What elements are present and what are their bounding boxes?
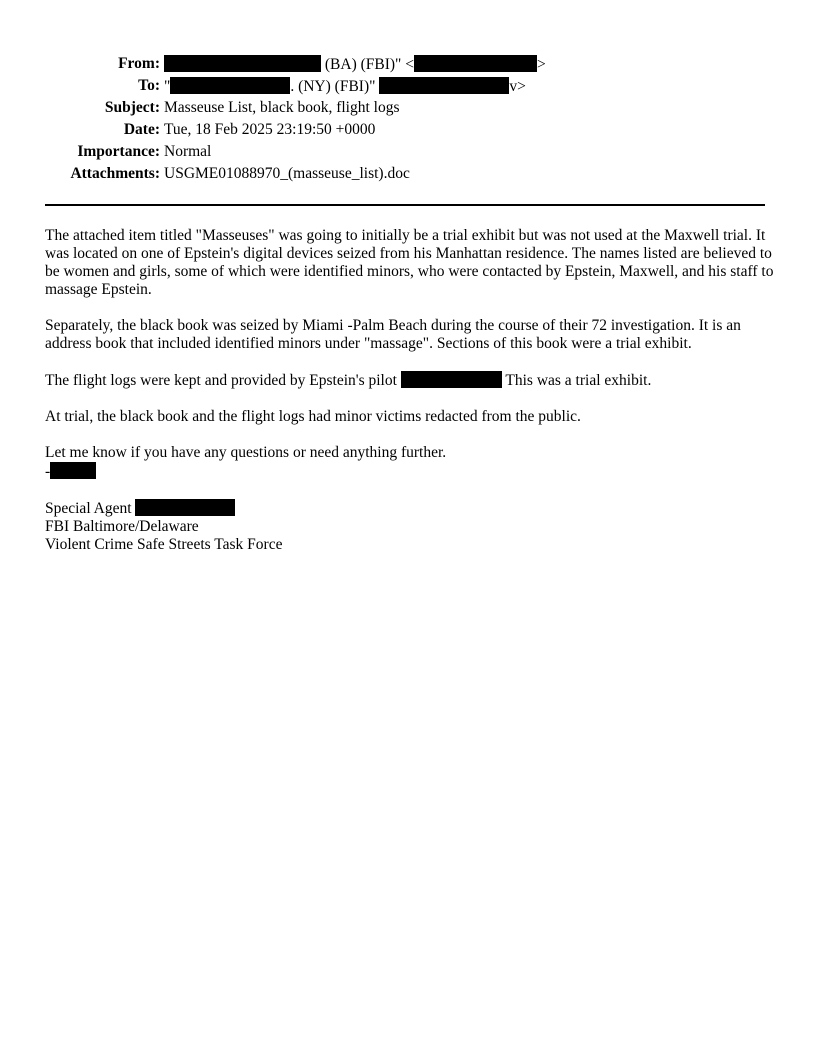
closing	[45, 444, 775, 481]
from-row	[45, 53, 765, 75]
subject-row	[45, 97, 765, 119]
redaction-box	[170, 77, 290, 94]
to-label: To:	[138, 77, 160, 94]
dash: -	[45, 463, 51, 480]
to-text-mid: . (NY) (FBI)"	[290, 77, 376, 95]
redaction-box	[401, 371, 502, 388]
closing-line: Let me know if you have any questions or need anything further.	[45, 444, 447, 461]
body-paragraph: At trial, the black book and the flight logs had minor victims redacted from the public.	[45, 408, 581, 425]
signature-unit: Violent Crime Safe Streets Task Force	[45, 536, 283, 553]
subject-label: Subject:	[104, 99, 160, 116]
body-paragraph	[45, 371, 775, 390]
redaction-box	[379, 77, 509, 94]
attachments-label: Attachments:	[70, 165, 160, 182]
email-body	[45, 227, 775, 554]
signature-office: FBI Baltimore/Delaware	[45, 518, 199, 535]
importance-row	[45, 141, 765, 163]
redaction-box	[50, 462, 96, 479]
signature-block	[45, 499, 775, 554]
from-value	[164, 55, 546, 74]
to-text-end: v>	[509, 77, 526, 95]
sender-initials-line	[45, 462, 775, 481]
header-divider	[45, 204, 765, 206]
signature-title: Special Agent	[45, 500, 132, 517]
redaction-box	[135, 499, 235, 516]
importance-label: Importance:	[77, 143, 160, 160]
to-row	[45, 75, 765, 97]
body-paragraph: Separately, the black book was seized by Miami -Palm Beach during the course of their 72 investigation. It is an address book that included identified minors under "massage". Sections of this book were a trial exhibit.	[45, 317, 741, 352]
from-label: From:	[118, 55, 160, 72]
body-paragraph: The attached item titled "Masseuses" was going to initially be a trial exhibit but was not used at the Maxwell trial. It was located on one of Epstein's digital devices seized from his Manhattan residence. The names listed are believed to be women and girls, some of which were identified minors, who were contacted by Epstein, Maxwell, and his staff to massage Epstein.	[45, 227, 774, 298]
attachment-file[interactable]: USGME01088970_(masseuse_list).doc	[164, 165, 410, 182]
subject-value: Masseuse List, black book, flight logs	[164, 99, 400, 116]
from-text-end: >	[537, 55, 546, 73]
email-header	[45, 53, 765, 185]
to-text-start: "	[164, 77, 171, 95]
date-row	[45, 119, 765, 141]
signature-title-line	[45, 499, 775, 518]
date-label: Date:	[123, 121, 160, 138]
attachments-row	[45, 163, 765, 185]
to-value	[164, 77, 526, 96]
redaction-box	[164, 55, 321, 72]
pilot-text: The flight logs were kept and provided by Epstein's pilot	[45, 372, 397, 389]
from-text-mid: (BA) (FBI)" <	[324, 55, 414, 73]
date-value: Tue, 18 Feb 2025 23:19:50 +0000	[164, 121, 376, 138]
importance-value: Normal	[164, 143, 212, 160]
redaction-box	[414, 55, 537, 72]
trial-exhibit-text: This was a trial exhibit.	[505, 372, 652, 389]
